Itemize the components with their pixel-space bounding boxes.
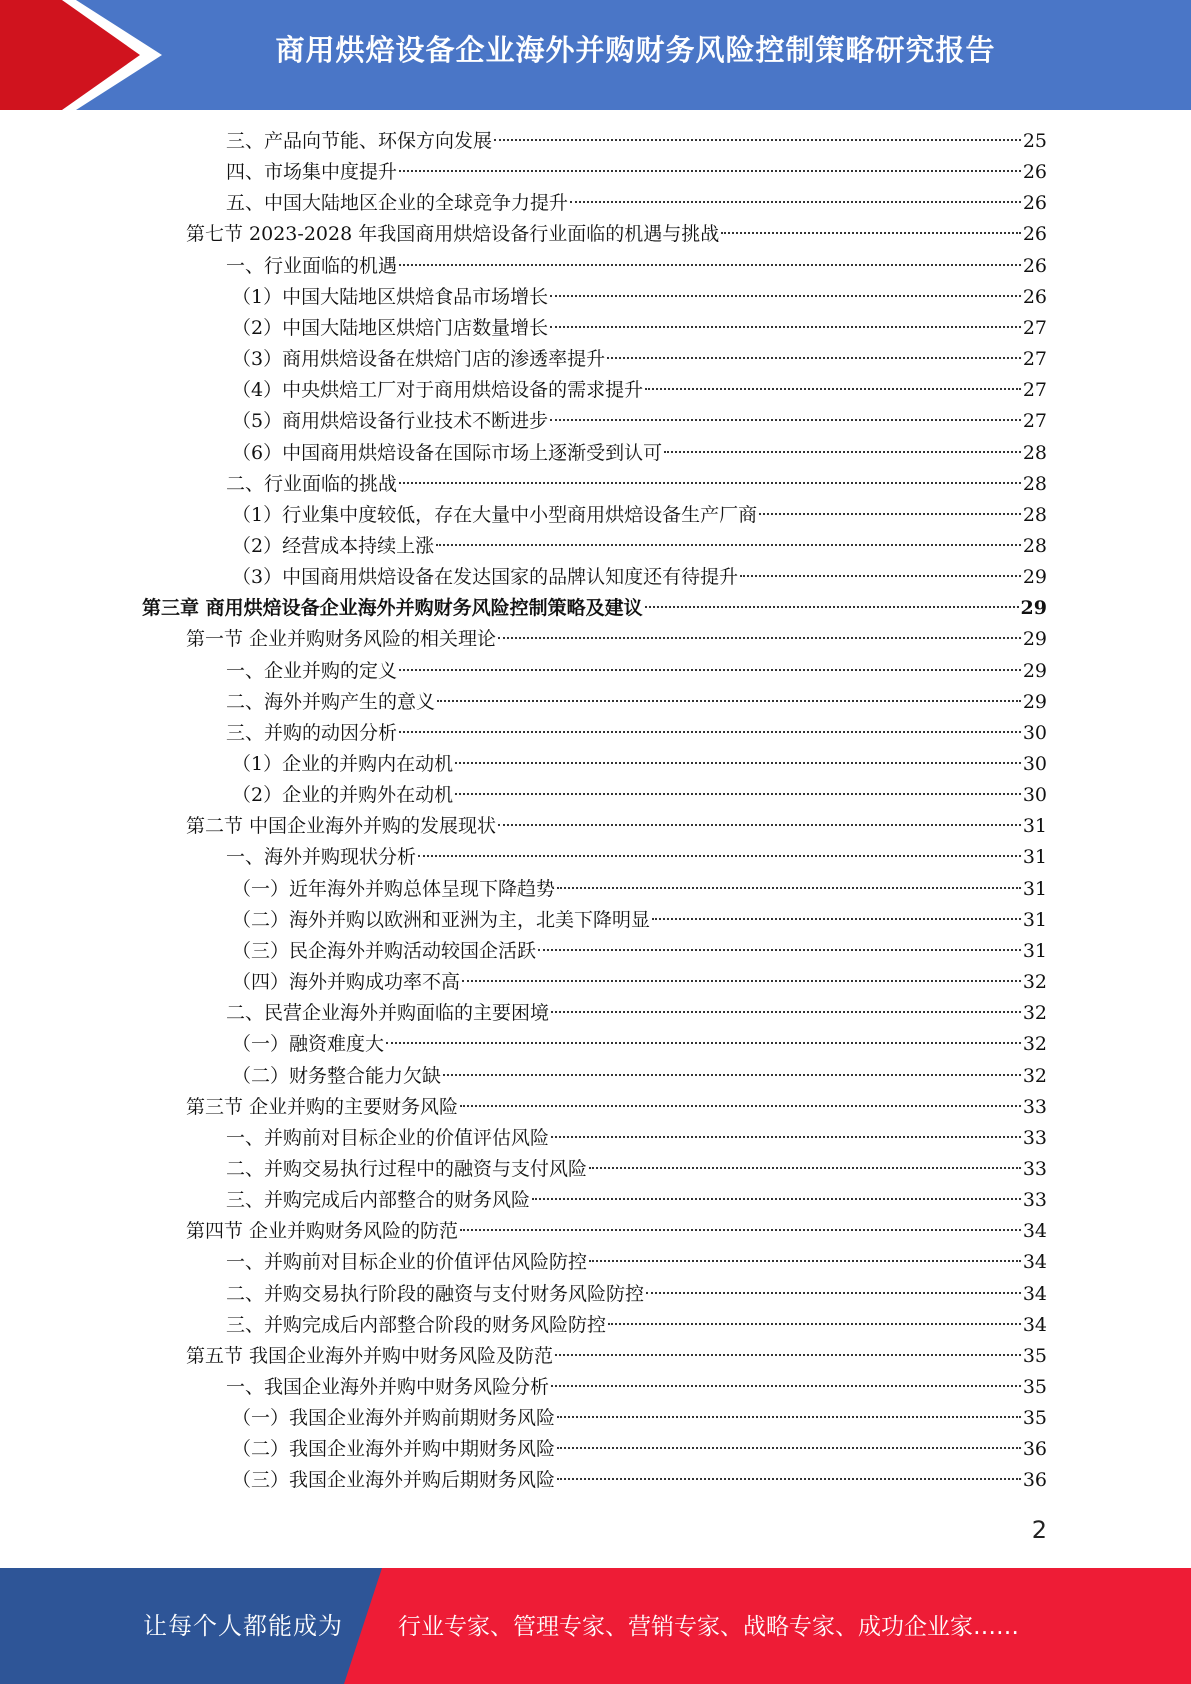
toc-entry-title: （一）我国企业海外并购前期财务风险	[232, 1407, 556, 1430]
page-number: 2	[1031, 1516, 1047, 1544]
toc-entry-page: 26	[1022, 161, 1047, 184]
toc-dot-leader	[462, 979, 1021, 982]
toc-entry-title: （6）中国商用烘焙设备在国际市场上逐渐受到认可	[232, 441, 663, 464]
toc-entry-page: 35	[1022, 1407, 1047, 1430]
toc-entry-title: （4）中央烘焙工厂对于商用烘焙设备的需求提升	[232, 379, 644, 402]
toc-entry-page: 35	[1022, 1344, 1047, 1367]
toc-entry-title: （一）融资难度大	[232, 1033, 385, 1056]
toc-entry-title: （1）行业集中度较低，存在大量中小型商用烘焙设备生产厂商	[232, 503, 758, 526]
header-red-arrow	[0, 0, 150, 110]
toc-entry[interactable]	[232, 500, 1047, 531]
toc-dot-leader	[664, 450, 1021, 453]
toc-entry-title: （二）财务整合能力欠缺	[232, 1064, 442, 1087]
toc-entry-page: 26	[1022, 285, 1047, 308]
toc-entry-page: 30	[1022, 753, 1047, 775]
toc-dot-leader	[460, 1104, 1021, 1107]
toc-entry-page: 31	[1022, 939, 1047, 962]
toc-dot-leader	[557, 886, 1021, 889]
toc-entry[interactable]	[232, 1029, 1047, 1060]
toc-entry[interactable]	[226, 1154, 1047, 1185]
toc-entry[interactable]	[226, 251, 1047, 282]
toc-entry-title: 一、并购前对目标企业的价值评估风险防控	[226, 1251, 588, 1274]
toc-dot-leader	[570, 200, 1021, 203]
toc-entry[interactable]	[226, 998, 1047, 1029]
toc-entry[interactable]	[232, 749, 1047, 780]
toc-dot-leader	[437, 699, 1021, 702]
toc-dot-leader	[498, 636, 1021, 639]
toc-dot-leader	[436, 543, 1021, 546]
toc-entry-page: 29	[1022, 628, 1047, 651]
toc-dot-leader	[494, 138, 1021, 141]
toc-entry[interactable]	[226, 1372, 1047, 1403]
toc-dot-leader	[455, 761, 1021, 764]
toc-dot-leader	[740, 574, 1021, 577]
toc-entry[interactable]	[186, 1341, 1047, 1372]
toc-entry[interactable]	[186, 624, 1047, 655]
toc-dot-leader	[551, 1010, 1021, 1013]
toc-entry[interactable]	[232, 344, 1047, 375]
toc-entry-page: 29	[1022, 690, 1047, 713]
toc-entry-title: 第三节 企业并购的主要财务风险	[186, 1095, 459, 1118]
toc-dot-leader	[557, 1415, 1021, 1418]
toc-entry-page: 33	[1022, 1157, 1047, 1180]
toc-entry[interactable]	[186, 1216, 1047, 1247]
toc-entry-title: （1）中国大陆地区烘焙食品市场增长	[232, 285, 549, 308]
toc-entry-page: 28	[1022, 472, 1047, 495]
toc-entry[interactable]	[232, 780, 1047, 811]
toc-entry-page: 36	[1022, 1438, 1047, 1461]
toc-entry-page: 33	[1022, 1095, 1047, 1118]
toc-dot-leader	[399, 169, 1021, 172]
toc-entry-title: （5）商用烘焙设备行业技术不断进步	[232, 410, 549, 433]
toc-entry-page: 28	[1022, 441, 1047, 464]
toc-entry[interactable]	[226, 1310, 1047, 1341]
toc-dot-leader	[589, 1259, 1021, 1262]
toc-entry-page: 31	[1022, 877, 1047, 900]
toc-entry[interactable]	[226, 1247, 1047, 1278]
toc-entry-page: 32	[1022, 971, 1047, 994]
toc-entry-title: （二）海外并购以欧洲和亚洲为主，北美下降明显	[232, 908, 651, 931]
toc-entry-page: 35	[1022, 1376, 1047, 1398]
toc-entry-title: （二）我国企业海外并购中期财务风险	[232, 1438, 556, 1461]
toc-entry[interactable]	[232, 406, 1047, 437]
toc-entry-title: 一、并购前对目标企业的价值评估风险	[226, 1126, 550, 1149]
toc-entry[interactable]	[232, 438, 1047, 469]
page-header	[0, 0, 1191, 110]
toc-entry[interactable]	[186, 1092, 1047, 1123]
footer-slogan-right: 行业专家、管理专家、营销专家、战略专家、成功企业家……	[398, 1614, 1019, 1640]
toc-entry-title: （3）中国商用烘焙设备在发达国家的品牌认知度还有待提升	[232, 566, 739, 589]
toc-entry-title: 一、行业面临的机遇	[226, 254, 398, 277]
toc-entry[interactable]	[232, 1465, 1047, 1496]
toc-entry-title: 三、并购完成后内部整合阶段的财务风险防控	[226, 1313, 607, 1336]
toc-entry[interactable]	[226, 718, 1047, 749]
toc-entry-page: 32	[1022, 1033, 1047, 1056]
toc-dot-leader	[557, 1446, 1021, 1449]
toc-entry-title: 四、市场集中度提升	[226, 161, 398, 184]
toc-entry[interactable]	[232, 1061, 1047, 1092]
toc-entry-page: 34	[1022, 1251, 1047, 1274]
toc-entry-title: 二、并购交易执行过程中的融资与支付风险	[226, 1157, 588, 1180]
toc-entry-title: （1）企业的并购内在动机	[232, 753, 454, 775]
toc-entry-page: 34	[1022, 1282, 1047, 1305]
toc-entry[interactable]	[226, 469, 1047, 500]
toc-entry[interactable]	[226, 656, 1047, 687]
toc-entry-title: 二、民营企业海外并购面临的主要困境	[226, 1002, 550, 1025]
toc-entry-title: 三、并购的动因分析	[226, 721, 398, 744]
toc-entry-title: 二、并购交易执行阶段的融资与支付财务风险防控	[226, 1282, 645, 1305]
toc-entry-title: 第七节 2023-2028 年我国商用烘焙设备行业面临的机遇与挑战	[186, 223, 720, 246]
toc-entry-page: 26	[1022, 192, 1047, 215]
toc-entry-title: （三）我国企业海外并购后期财务风险	[232, 1469, 556, 1492]
toc-entry-title: （2）企业的并购外在动机	[232, 784, 454, 807]
toc-entry-page: 28	[1022, 534, 1047, 557]
toc-dot-leader	[555, 1353, 1021, 1356]
toc-entry[interactable]	[226, 188, 1047, 219]
toc-entry-title: （2）经营成本持续上涨	[232, 534, 435, 557]
report-title: 商用烘焙设备企业海外并购财务风险控制策略研究报告	[275, 33, 996, 67]
toc-entry[interactable]	[232, 1403, 1047, 1434]
toc-dot-leader	[721, 231, 1021, 234]
toc-entry-title: 第一节 企业并购财务风险的相关理论	[186, 628, 497, 651]
toc-entry-title: 二、行业面临的挑战	[226, 472, 398, 495]
toc-entry[interactable]	[226, 1123, 1047, 1154]
toc-entry[interactable]	[226, 842, 1047, 873]
toc-dot-leader	[386, 1041, 1021, 1044]
toc-entry-page: 27	[1022, 316, 1047, 339]
toc-entry-page: 36	[1022, 1469, 1047, 1492]
toc-entry-title: 一、我国企业海外并购中财务风险分析	[226, 1376, 550, 1398]
toc-entry-page: 27	[1022, 379, 1047, 402]
toc-dot-leader	[551, 1384, 1021, 1387]
toc-dot-leader	[399, 481, 1021, 484]
toc-entry-page: 31	[1022, 815, 1047, 838]
toc-entry-title: 三、并购完成后内部整合的财务风险	[226, 1189, 531, 1212]
toc-entry-page: 33	[1022, 1189, 1047, 1212]
toc-entry-title: （一）近年海外并购总体呈现下降趋势	[232, 877, 556, 900]
toc-entry-page: 27	[1022, 348, 1047, 371]
toc-entry-page: 26	[1022, 254, 1047, 277]
toc-entry-title: 三、产品向节能、环保方向发展	[226, 130, 493, 152]
toc-entry[interactable]	[232, 531, 1047, 562]
toc-entry-page: 34	[1022, 1313, 1047, 1336]
toc-dot-leader	[759, 512, 1021, 515]
toc-entry-page: 32	[1022, 1002, 1047, 1025]
toc-entry[interactable]	[232, 375, 1047, 406]
toc-entry[interactable]	[226, 157, 1047, 188]
toc-entry-title: （四）海外并购成功率不高	[232, 971, 461, 994]
toc-entry-page: 29	[1020, 597, 1047, 620]
toc-dot-leader	[551, 1135, 1021, 1138]
toc-dot-leader	[550, 294, 1021, 297]
toc-entry-title: 第四节 企业并购财务风险的防范	[186, 1220, 459, 1243]
toc-dot-leader	[455, 792, 1021, 795]
toc-dot-leader	[645, 605, 1019, 608]
toc-entry-title: 五、中国大陆地区企业的全球竞争力提升	[226, 192, 569, 215]
toc-entry-page: 30	[1022, 721, 1047, 744]
toc-dot-leader	[557, 1477, 1021, 1480]
toc-entry[interactable]	[226, 687, 1047, 718]
footer-slogan-left: 让每个人都能成为	[143, 1612, 343, 1640]
toc-entry-title: （3）商用烘焙设备在烘焙门店的渗透率提升	[232, 348, 606, 371]
toc-entry[interactable]	[232, 1434, 1047, 1465]
toc-entry-page: 28	[1022, 503, 1047, 526]
toc-dot-leader	[399, 730, 1021, 733]
toc-entry[interactable]	[226, 1185, 1047, 1216]
toc-entry-page: 29	[1022, 566, 1047, 589]
toc-dot-leader	[607, 356, 1021, 359]
toc-entry[interactable]	[232, 905, 1047, 936]
toc-dot-leader	[608, 1322, 1021, 1325]
toc-entry-page: 31	[1022, 908, 1047, 931]
toc-entry[interactable]	[142, 593, 1047, 624]
toc-entry[interactable]	[232, 967, 1047, 998]
toc-dot-leader	[652, 917, 1021, 920]
toc-dot-leader	[399, 263, 1021, 266]
toc-dot-leader	[460, 1228, 1021, 1231]
toc-dot-leader	[550, 325, 1021, 328]
toc-entry-page: 32	[1022, 1064, 1047, 1087]
toc-entry-title: （三）民企海外并购活动较国企活跃	[232, 939, 537, 962]
toc-dot-leader	[532, 1197, 1021, 1200]
toc-entry-page: 33	[1022, 1126, 1047, 1149]
toc-entry-page: 27	[1022, 410, 1047, 433]
toc-entry[interactable]	[232, 874, 1047, 905]
toc-entry[interactable]	[232, 282, 1047, 313]
toc-dot-leader	[646, 1291, 1021, 1294]
toc-entry-title: （2）中国大陆地区烘焙门店数量增长	[232, 316, 549, 339]
toc-entry-page: 34	[1022, 1220, 1047, 1243]
toc-entry[interactable]	[226, 1279, 1047, 1310]
toc-dot-leader	[399, 668, 1021, 671]
page-footer	[0, 1568, 1191, 1684]
toc-entry[interactable]	[232, 936, 1047, 967]
toc-entry-title: 一、企业并购的定义	[226, 659, 398, 682]
toc-entry-title: 第二节 中国企业海外并购的发展现状	[186, 815, 497, 838]
toc-entry[interactable]	[232, 313, 1047, 344]
toc-dot-leader	[538, 948, 1021, 951]
toc-dot-leader	[443, 1073, 1021, 1076]
toc-entry[interactable]	[186, 219, 1047, 250]
toc-entry[interactable]	[226, 126, 1047, 157]
toc-entry-title: 二、海外并购产生的意义	[226, 690, 436, 713]
toc-entry-page: 30	[1022, 784, 1047, 807]
toc-dot-leader	[589, 1166, 1021, 1169]
toc-entry-title: 第五节 我国企业海外并购中财务风险及防范	[186, 1344, 554, 1367]
toc-dot-leader	[498, 823, 1021, 826]
toc-entry[interactable]	[232, 562, 1047, 593]
toc-entry-page: 29	[1022, 659, 1047, 682]
toc-entry-title: 第三章 商用烘焙设备企业海外并购财务风险控制策略及建议	[142, 597, 643, 620]
toc-entry-title: 一、海外并购现状分析	[226, 846, 417, 869]
toc-dot-leader	[418, 854, 1021, 857]
toc-entry-page: 25	[1022, 130, 1047, 152]
toc-dot-leader	[645, 387, 1021, 390]
toc-dot-leader	[550, 418, 1021, 421]
toc-entry-page: 31	[1022, 846, 1047, 869]
toc-entry[interactable]	[186, 811, 1047, 842]
toc-entry-page: 26	[1022, 223, 1047, 246]
